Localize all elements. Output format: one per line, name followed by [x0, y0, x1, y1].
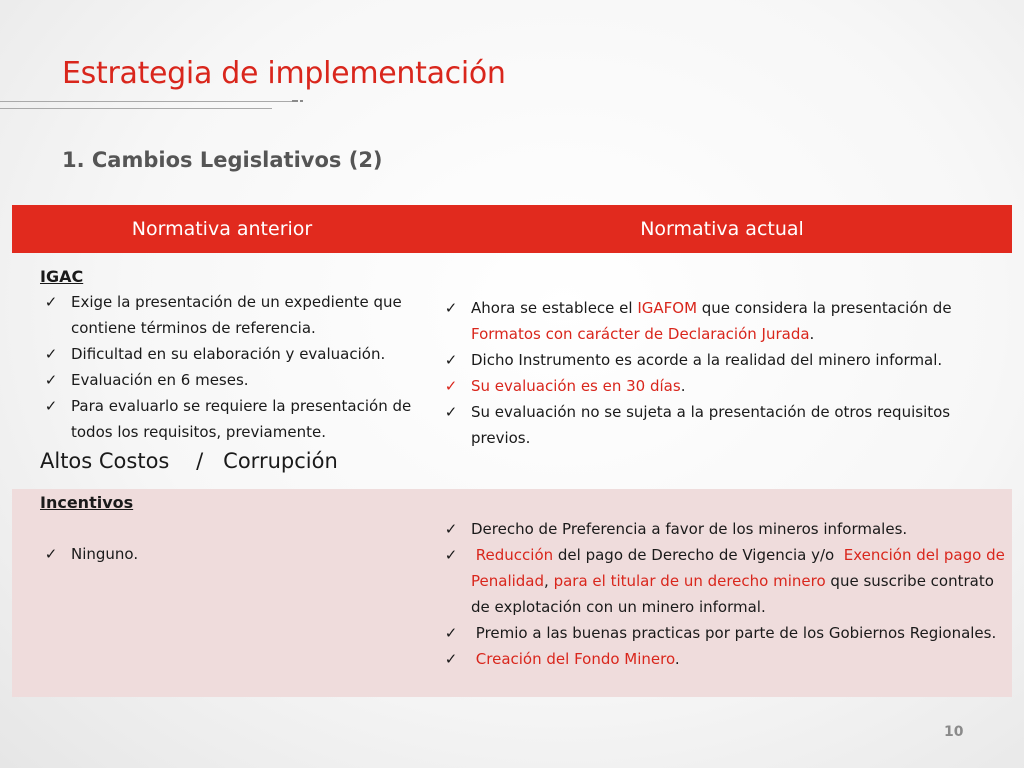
- list-item: ✓ Para evaluarlo se requiere la presentación de todos los requisitos, previamente.: [40, 393, 430, 445]
- list-item: ✓ Ninguno.: [40, 541, 430, 567]
- checkmark-icon: ✓: [44, 371, 58, 389]
- checkmark-icon: ✓: [444, 624, 458, 642]
- checkmark-icon: ✓: [444, 650, 458, 668]
- title-underline-dash: [300, 100, 303, 102]
- cell-current-incentives: [440, 516, 1005, 672]
- cell-previous-igac: [40, 265, 430, 476]
- column-header-current: Normativa actual: [640, 218, 804, 240]
- title-underline-dash: [292, 100, 298, 102]
- table-header-row: [12, 205, 1012, 253]
- cell-heading: IGAC: [40, 267, 84, 286]
- cell-heading: Incentivos: [40, 493, 134, 512]
- checkmark-icon: ✓: [44, 397, 58, 415]
- list-item: ✓ Reducción del pago de Derecho de Vigencia y/o Exención del pago de Penalidad, para el titular de un derecho minero que suscribe contrato de explotación con un minero informal.: [440, 542, 1005, 620]
- list-item: ✓ Su evaluación es en 30 días.: [440, 373, 1005, 399]
- checkmark-icon: ✓: [444, 403, 458, 421]
- section-subtitle: 1. Cambios Legislativos (2): [62, 148, 383, 172]
- title-underline: [0, 108, 272, 109]
- checkmark-icon: ✓: [444, 351, 458, 369]
- cell-current-igafom: [440, 295, 1005, 451]
- cell-previous-incentives: [40, 491, 430, 567]
- list-item: ✓ Evaluación en 6 meses.: [40, 367, 430, 393]
- list-item: ✓ Derecho de Preferencia a favor de los mineros informales.: [440, 516, 1005, 542]
- checkmark-icon: ✓: [444, 377, 458, 395]
- list-item: ✓ Su evaluación no se sujeta a la presentación de otros requisitos previos.: [440, 399, 1005, 451]
- table-row: [12, 489, 1012, 697]
- bullet-list: [40, 541, 430, 567]
- table-row: [12, 253, 1012, 489]
- bullet-list: [40, 289, 430, 445]
- slide-title: Estrategia de implementación: [62, 56, 506, 91]
- checkmark-icon: ✓: [44, 293, 58, 311]
- list-item: ✓ Ahora se establece el IGAFOM que considera la presentación de Formatos con carácter de Declaración Jurada.: [440, 295, 1005, 347]
- checkmark-icon: ✓: [44, 345, 58, 363]
- bullet-list: [440, 516, 1005, 672]
- checkmark-icon: ✓: [444, 520, 458, 538]
- checkmark-icon: ✓: [444, 299, 458, 317]
- costs-note: Altos Costos / Corrupción: [40, 449, 338, 473]
- checkmark-icon: ✓: [44, 545, 58, 563]
- bullet-list: [440, 295, 1005, 451]
- title-underline: [0, 101, 292, 102]
- list-item: ✓ Creación del Fondo Minero.: [440, 646, 1005, 672]
- column-header-previous: Normativa anterior: [131, 218, 313, 240]
- list-item: ✓ Premio a las buenas practicas por parte de los Gobiernos Regionales.: [440, 620, 1005, 646]
- list-item: ✓ Exige la presentación de un expediente que contiene términos de referencia.: [40, 289, 430, 341]
- page-number: 10: [944, 724, 964, 740]
- checkmark-icon: ✓: [444, 546, 458, 564]
- comparison-table: [12, 205, 1012, 697]
- list-item: ✓ Dificultad en su elaboración y evaluación.: [40, 341, 430, 367]
- list-item: ✓ Dicho Instrumento es acorde a la realidad del minero informal.: [440, 347, 1005, 373]
